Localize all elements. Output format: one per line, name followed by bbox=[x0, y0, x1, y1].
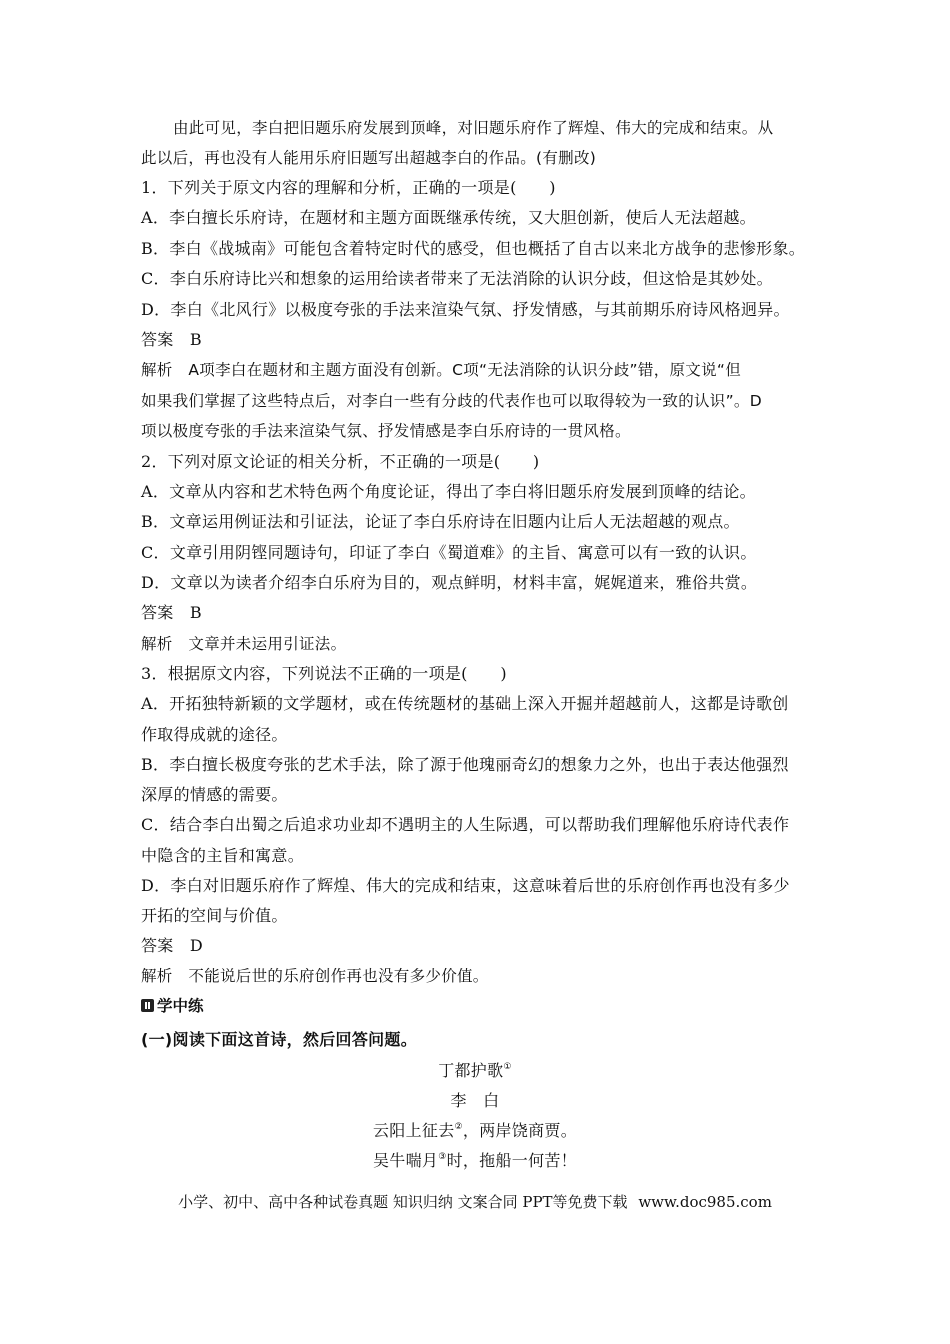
question-3-option-d: D．李白对旧题乐府作了辉煌、伟大的完成和结束，这意味着后世的乐府创作再也没有多少 bbox=[141, 876, 790, 895]
poem-line bbox=[0, 1151, 950, 1171]
question-2-answer: 答案 B bbox=[141, 603, 202, 622]
question-2-option-c: C．文章引用阴铿同题诗句，印证了李白《蜀道难》的主旨、寓意可以有一致的认识。 bbox=[141, 543, 757, 562]
reading-instruction: (一)阅读下面这首诗，然后回答问题。 bbox=[141, 1030, 418, 1049]
poem-line bbox=[0, 1121, 950, 1141]
question-3-option-c: 中隐含的主旨和寓意。 bbox=[141, 846, 305, 865]
page-footer bbox=[0, 1191, 950, 1212]
question-2-stem: 2．下列对原文论证的相关分析，不正确的一项是( ) bbox=[141, 452, 540, 471]
footnote-marker: ③ bbox=[438, 1152, 447, 1162]
poem-line-text: 吴牛喘月 bbox=[373, 1151, 439, 1170]
section-marker-icon bbox=[141, 999, 154, 1012]
section-title: 学中练 bbox=[157, 997, 204, 1015]
question-3-analysis: 解析 不能说后世的乐府创作再也没有多少价值。 bbox=[141, 967, 489, 985]
question-1-analysis: 项以极度夸张的手法来渲染气氛、抒发情感是李白乐府诗的一贯风格。 bbox=[141, 422, 631, 440]
question-3-option-b: B．李白擅长极度夸张的艺术手法，除了源于他瑰丽奇幻的想象力之外，也出于表达他强烈 bbox=[141, 755, 789, 774]
question-2-option-b: B．文章运用例证法和引证法，论证了李白乐府诗在旧题内让后人无法超越的观点。 bbox=[141, 512, 740, 531]
question-1-analysis: 解析 A项李白在题材和主题方面没有创新。C项“无法消除的认识分歧”错，原文说“但 bbox=[141, 361, 742, 379]
poem-line-text: ，两岸饶商贾。 bbox=[462, 1121, 577, 1140]
footer-site-link[interactable]: www.doc985.com bbox=[638, 1193, 772, 1211]
poem-line-text: 时，拖船一何苦！ bbox=[446, 1151, 577, 1170]
passage-line: 此以后，再也没有人能用乐府旧题写出超越李白的作品。(有删改) bbox=[141, 149, 597, 167]
question-1-option-d: D．李白《北风行》以极度夸张的手法来渲染气氛、抒发情感，与其前期乐府诗风格迥异。 bbox=[141, 300, 790, 319]
question-3-answer: 答案 D bbox=[141, 936, 204, 955]
question-1-answer: 答案 B bbox=[141, 330, 202, 349]
question-3-option-b: 深厚的情感的需要。 bbox=[141, 785, 288, 804]
question-3-option-c: C．结合李白出蜀之后追求功业却不遇明主的人生际遇，可以帮助我们理解他乐府诗代表作 bbox=[141, 815, 790, 834]
question-2-analysis: 解析 文章并未运用引证法。 bbox=[141, 635, 347, 653]
poem-title bbox=[0, 1061, 950, 1081]
poem-title-text: 丁都护歌 bbox=[438, 1061, 504, 1080]
question-2-option-d: D．文章以为读者介绍李白乐府为目的，观点鲜明，材料丰富，娓娓道来，雅俗共赏。 bbox=[141, 573, 758, 592]
footnote-marker: ① bbox=[503, 1062, 512, 1072]
question-1-option-b: B．李白《战城南》可能包含着特定时代的感受，但也概括了自古以来北方战争的悲惨形象。 bbox=[141, 239, 806, 258]
question-1-stem: 1．下列关于原文内容的理解和分析，正确的一项是( ) bbox=[141, 178, 556, 197]
footnote-marker: ② bbox=[454, 1122, 463, 1132]
poem-line-text: 云阳上征去 bbox=[373, 1121, 455, 1140]
question-1-option-a: A．李白擅长乐府诗，在题材和主题方面既继承传统，又大胆创新，使后人无法超越。 bbox=[141, 208, 756, 227]
question-1-option-c: C．李白乐府诗比兴和想象的运用给读者带来了无法消除的认识分歧，但这恰是其妙处。 bbox=[141, 269, 773, 288]
question-2-option-a: A．文章从内容和艺术特色两个角度论证，得出了李白将旧题乐府发展到顶峰的结论。 bbox=[141, 482, 756, 501]
question-3-option-a: 作取得成就的途径。 bbox=[141, 725, 288, 744]
passage-line: 由此可见，李白把旧题乐府发展到顶峰，对旧题乐府作了辉煌、伟大的完成和结束。从 bbox=[173, 119, 774, 137]
question-3-option-a: A．开拓独特新颖的文学题材，或在传统题材的基础上深入开掘并超越前人，这都是诗歌创 bbox=[141, 694, 789, 713]
poem-author: 李 白 bbox=[450, 1091, 500, 1110]
question-3-stem: 3．根据原文内容，下列说法不正确的一项是( ) bbox=[141, 664, 507, 683]
question-1-analysis: 如果我们掌握了这些特点后，对李白一些有分歧的代表作也可以取得较为一致的认识”。D bbox=[141, 392, 762, 410]
section-heading bbox=[141, 995, 204, 1015]
question-3-option-d: 开拓的空间与价值。 bbox=[141, 906, 288, 925]
footer-text: 小学、初中、高中各种试卷真题 知识归纳 文案合同 PPT等免费下载 bbox=[178, 1193, 628, 1211]
